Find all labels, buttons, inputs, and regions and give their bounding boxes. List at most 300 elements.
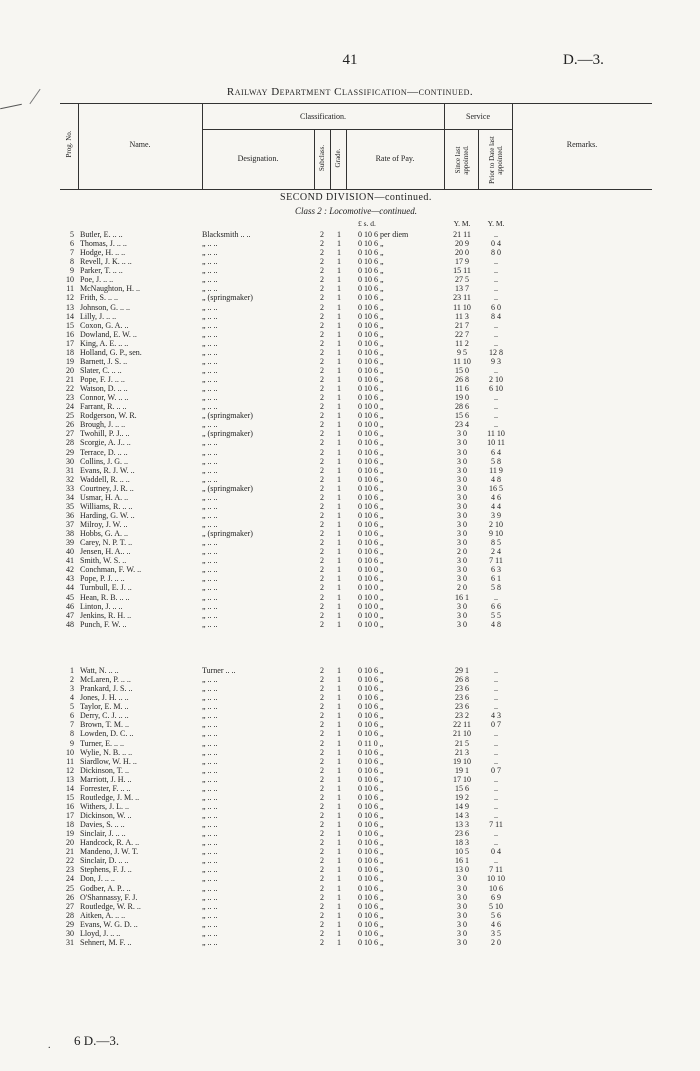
cell-since-last: 11 6 bbox=[455, 384, 469, 394]
cell-since-last: 21 3 bbox=[455, 747, 469, 757]
table-row bbox=[60, 802, 652, 811]
cell-name: Smith, W. S. .. bbox=[80, 556, 127, 566]
cell-name: Aitken, A. .. .. bbox=[80, 910, 126, 920]
cell-since-last: 19 1 bbox=[455, 765, 469, 775]
cell-prog-no: 14 bbox=[66, 783, 74, 793]
cell-name: Pope, F. J. .. .. bbox=[80, 375, 125, 384]
cell-prog-no: 27 bbox=[66, 429, 74, 439]
cell-designation: „ .. .. bbox=[202, 402, 218, 412]
cell-grade: 1 bbox=[337, 666, 341, 675]
table-row bbox=[60, 303, 652, 312]
table-row bbox=[60, 829, 652, 838]
units-pay: £ s. d. bbox=[358, 219, 376, 228]
cell-since-last: 16 1 bbox=[455, 856, 469, 866]
table-row bbox=[60, 547, 652, 556]
cell-since-last: 13 3 bbox=[455, 820, 469, 830]
cell-prior-to-date: .. bbox=[494, 811, 498, 820]
cell-grade: 1 bbox=[337, 266, 341, 276]
cell-designation: „ .. .. bbox=[202, 592, 218, 602]
cell-subclass: 2 bbox=[320, 892, 324, 902]
cell-name: Courtney, J. R. .. bbox=[80, 483, 134, 493]
cell-subclass: 2 bbox=[320, 393, 324, 403]
margin-mark bbox=[29, 89, 40, 104]
cell-grade: 1 bbox=[337, 693, 341, 703]
table-row bbox=[60, 438, 652, 447]
cell-rate-of-pay: 0 10 0 „ bbox=[358, 610, 384, 620]
cell-designation: „ .. .. bbox=[202, 720, 218, 730]
cell-designation: „ .. .. bbox=[202, 492, 218, 502]
cell-name: Carey, N. P. T. .. bbox=[80, 538, 133, 548]
cell-rate-of-pay: 0 10 6 „ bbox=[358, 320, 384, 330]
cell-prog-no: 33 bbox=[66, 483, 74, 493]
cell-prior-to-date: 4 8 bbox=[491, 619, 501, 629]
table-row bbox=[60, 675, 652, 684]
cell-grade: 1 bbox=[337, 293, 341, 303]
table-row bbox=[60, 330, 652, 339]
cell-rate-of-pay: 0 10 6 „ bbox=[358, 792, 384, 802]
cell-designation: „ .. .. bbox=[202, 284, 218, 294]
page-number: 41 bbox=[342, 52, 358, 68]
table-row bbox=[60, 529, 652, 538]
cell-grade: 1 bbox=[337, 901, 341, 911]
cell-name: Handcock, R. A. .. bbox=[80, 838, 140, 848]
cell-grade: 1 bbox=[337, 874, 341, 884]
cell-grade: 1 bbox=[337, 338, 341, 348]
cell-prior-to-date: 4 6 bbox=[491, 919, 501, 929]
cell-name: Siardlow, W. H. .. bbox=[80, 756, 137, 766]
cell-rate-of-pay: 0 10 0 „ bbox=[358, 601, 384, 611]
cell-rate-of-pay: 0 10 6 „ bbox=[358, 702, 384, 712]
cell-subclass: 2 bbox=[320, 465, 324, 475]
cell-subclass: 2 bbox=[320, 901, 324, 911]
cell-subclass: 2 bbox=[320, 774, 324, 784]
table-row bbox=[60, 448, 652, 457]
cell-prior-to-date: .. bbox=[494, 666, 498, 675]
cell-rate-of-pay: 0 10 6 „ bbox=[358, 456, 384, 466]
cell-prior-to-date: 9 10 bbox=[489, 529, 503, 539]
cell-name: Barnett, J. S. .. bbox=[80, 356, 128, 366]
cell-prior-to-date: .. bbox=[494, 293, 498, 303]
cell-rate-of-pay: 0 10 6 „ bbox=[358, 919, 384, 929]
cell-since-last: 3 0 bbox=[457, 874, 467, 884]
cell-prior-to-date: .. bbox=[494, 747, 498, 757]
cell-name: Pope, P. J. .. .. bbox=[80, 574, 125, 584]
table-row bbox=[60, 811, 652, 820]
cell-subclass: 2 bbox=[320, 257, 324, 267]
cell-since-last: 23 11 bbox=[453, 293, 471, 303]
cell-prog-no: 10 bbox=[66, 275, 74, 285]
cell-prog-no: 26 bbox=[66, 892, 74, 902]
table-row bbox=[60, 874, 652, 883]
cell-prior-to-date: 0 7 bbox=[491, 720, 501, 730]
cell-rate-of-pay: 0 10 6 „ bbox=[358, 801, 384, 811]
cell-grade: 1 bbox=[337, 892, 341, 902]
cell-name: Sinclair, D. .. .. bbox=[80, 856, 129, 866]
header-grade: Grade. bbox=[334, 148, 342, 168]
cell-grade: 1 bbox=[337, 556, 341, 566]
cell-prior-to-date: .. bbox=[494, 411, 498, 421]
header-rate-of-pay: Rate of Pay. bbox=[375, 154, 415, 163]
cell-grade: 1 bbox=[337, 865, 341, 875]
cell-name: McNaughton, H. .. bbox=[80, 284, 140, 294]
cell-subclass: 2 bbox=[320, 865, 324, 875]
cell-since-last: 9 5 bbox=[457, 347, 467, 357]
table-row bbox=[60, 257, 652, 266]
table-body-blacksmiths bbox=[60, 230, 652, 629]
cell-prog-no: 38 bbox=[66, 529, 74, 539]
cell-designation: „ .. .. bbox=[202, 375, 218, 384]
cell-since-last: 14 3 bbox=[455, 811, 469, 820]
cell-name: Don, J. .. .. bbox=[80, 874, 115, 884]
cell-subclass: 2 bbox=[320, 356, 324, 366]
cell-designation: „ .. .. bbox=[202, 684, 218, 694]
cell-grade: 1 bbox=[337, 883, 341, 893]
page-title: Railway Department Classification—continued. bbox=[226, 86, 474, 98]
cell-rate-of-pay: 0 10 6 „ bbox=[358, 684, 384, 694]
cell-since-last: 23 6 bbox=[455, 684, 469, 694]
cell-grade: 1 bbox=[337, 474, 341, 484]
cell-prior-to-date: 4 8 bbox=[491, 474, 501, 484]
cell-name: Jenkins, R. H. .. bbox=[80, 610, 132, 620]
cell-name: Mandeno, J. W. T. bbox=[80, 847, 139, 857]
cell-rate-of-pay: 0 10 6 „ bbox=[358, 311, 384, 321]
table-row bbox=[60, 611, 652, 620]
cell-subclass: 2 bbox=[320, 711, 324, 721]
cell-since-last: 11 10 bbox=[453, 356, 471, 366]
cell-prog-no: 10 bbox=[66, 747, 74, 757]
cell-since-last: 15 11 bbox=[453, 266, 471, 276]
section-title: SECOND DIVISION—continued. bbox=[280, 192, 432, 203]
cell-grade: 1 bbox=[337, 747, 341, 757]
cell-prior-to-date: .. bbox=[494, 257, 498, 267]
cell-prog-no: 18 bbox=[66, 347, 74, 357]
cell-grade: 1 bbox=[337, 320, 341, 330]
cell-subclass: 2 bbox=[320, 565, 324, 575]
table-row bbox=[60, 902, 652, 911]
cell-prior-to-date: .. bbox=[494, 402, 498, 412]
cell-prog-no: 28 bbox=[66, 910, 74, 920]
cell-grade: 1 bbox=[337, 393, 341, 403]
cell-subclass: 2 bbox=[320, 820, 324, 830]
cell-prog-no: 6 bbox=[70, 239, 74, 249]
table-row bbox=[60, 466, 652, 475]
cell-prior-to-date: 2 10 bbox=[489, 520, 503, 529]
page-code: D.—3. bbox=[563, 52, 604, 68]
cell-grade: 1 bbox=[337, 919, 341, 929]
cell-prior-to-date: 6 9 bbox=[491, 892, 501, 902]
cell-designation: „ .. .. bbox=[202, 583, 218, 593]
cell-since-last: 16 1 bbox=[455, 592, 469, 602]
cell-name: Parker, T. .. .. bbox=[80, 266, 123, 276]
table-row bbox=[60, 275, 652, 284]
cell-subclass: 2 bbox=[320, 529, 324, 539]
cell-rate-of-pay: 0 10 0 „ bbox=[358, 565, 384, 575]
cell-prog-no: 46 bbox=[66, 601, 74, 611]
cell-prog-no: 28 bbox=[66, 438, 74, 448]
cell-prior-to-date: 6 6 bbox=[491, 601, 501, 611]
cell-prior-to-date: 8 5 bbox=[491, 538, 501, 548]
cell-name: Brown, T. M. .. bbox=[80, 720, 130, 730]
cell-prior-to-date: 0 4 bbox=[491, 239, 501, 249]
cell-designation: „ .. .. bbox=[202, 266, 218, 276]
cell-subclass: 2 bbox=[320, 756, 324, 766]
cell-subclass: 2 bbox=[320, 937, 324, 947]
cell-prog-no: 32 bbox=[66, 474, 74, 484]
cell-since-last: 21 7 bbox=[455, 320, 469, 330]
cell-prior-to-date: 5 6 bbox=[491, 910, 501, 920]
cell-rate-of-pay: 0 10 6 „ bbox=[358, 856, 384, 866]
cell-name: Milroy, J. W. .. bbox=[80, 520, 128, 529]
cell-since-last: 3 0 bbox=[457, 456, 467, 466]
cell-prog-no: 21 bbox=[66, 847, 74, 857]
cell-subclass: 2 bbox=[320, 811, 324, 820]
cell-prog-no: 31 bbox=[66, 937, 74, 947]
cell-subclass: 2 bbox=[320, 738, 324, 748]
cell-designation: „ .. .. bbox=[202, 474, 218, 484]
cell-since-last: 3 0 bbox=[457, 892, 467, 902]
table-row bbox=[60, 784, 652, 793]
cell-rate-of-pay: 0 10 0 „ bbox=[358, 619, 384, 629]
cell-prog-no: 2 bbox=[70, 675, 74, 685]
cell-name: Turnbull, E. J. .. bbox=[80, 583, 132, 593]
cell-prior-to-date: .. bbox=[494, 338, 498, 348]
cell-prog-no: 48 bbox=[66, 619, 74, 629]
cell-prog-no: 30 bbox=[66, 928, 74, 938]
table-row bbox=[60, 384, 652, 393]
cell-designation: „ .. .. bbox=[202, 729, 218, 739]
header-service: Service bbox=[466, 112, 490, 121]
cell-grade: 1 bbox=[337, 574, 341, 584]
cell-name: Brough, J. .. .. bbox=[80, 420, 126, 430]
cell-prior-to-date: 8 0 bbox=[491, 248, 501, 258]
cell-since-last: 21 11 bbox=[453, 230, 471, 239]
cell-prog-no: 26 bbox=[66, 420, 74, 430]
cell-since-last: 3 0 bbox=[457, 901, 467, 911]
cell-designation: „ .. .. bbox=[202, 501, 218, 511]
cell-subclass: 2 bbox=[320, 248, 324, 258]
cell-grade: 1 bbox=[337, 829, 341, 839]
cell-since-last: 3 0 bbox=[457, 492, 467, 502]
cell-rate-of-pay: 0 10 6 „ bbox=[358, 257, 384, 267]
cell-name: Watt, N. .. .. bbox=[80, 666, 119, 675]
cell-prog-no: 20 bbox=[66, 365, 74, 375]
cell-subclass: 2 bbox=[320, 538, 324, 548]
table-row bbox=[60, 502, 652, 511]
cell-rate-of-pay: 0 10 6 „ bbox=[358, 365, 384, 375]
header-subclass: Subclass. bbox=[318, 144, 326, 172]
cell-prior-to-date: 8 4 bbox=[491, 311, 501, 321]
cell-prior-to-date: .. bbox=[494, 329, 498, 339]
cell-subclass: 2 bbox=[320, 230, 324, 239]
cell-prior-to-date: 4 4 bbox=[491, 501, 501, 511]
cell-prog-no: 36 bbox=[66, 510, 74, 520]
cell-prior-to-date: .. bbox=[494, 365, 498, 375]
cell-prog-no: 39 bbox=[66, 538, 74, 548]
cell-since-last: 15 0 bbox=[455, 365, 469, 375]
cell-subclass: 2 bbox=[320, 438, 324, 448]
table-row bbox=[60, 711, 652, 720]
cell-grade: 1 bbox=[337, 529, 341, 539]
cell-subclass: 2 bbox=[320, 874, 324, 884]
cell-grade: 1 bbox=[337, 583, 341, 593]
cell-subclass: 2 bbox=[320, 320, 324, 330]
cell-prog-no: 12 bbox=[66, 293, 74, 303]
cell-since-last: 23 4 bbox=[455, 420, 469, 430]
cell-prior-to-date: 5 5 bbox=[491, 610, 501, 620]
cell-prog-no: 8 bbox=[70, 257, 74, 267]
cell-rate-of-pay: 0 10 6 „ bbox=[358, 747, 384, 757]
cell-since-last: 26 8 bbox=[455, 375, 469, 384]
cell-subclass: 2 bbox=[320, 666, 324, 675]
cell-since-last: 17 9 bbox=[455, 257, 469, 267]
cell-designation: „ .. .. bbox=[202, 384, 218, 394]
header-remarks: Remarks. bbox=[566, 140, 598, 149]
cell-subclass: 2 bbox=[320, 729, 324, 739]
table-row bbox=[60, 748, 652, 757]
cell-since-last: 27 5 bbox=[455, 275, 469, 285]
cell-designation: „ .. .. bbox=[202, 556, 218, 566]
cell-rate-of-pay: 0 10 6 „ bbox=[358, 520, 384, 529]
cell-rate-of-pay: 0 10 6 „ bbox=[358, 820, 384, 830]
cell-designation: „ (springmaker) bbox=[202, 293, 253, 303]
cell-rate-of-pay: 0 10 6 „ bbox=[358, 829, 384, 839]
table-row bbox=[60, 556, 652, 565]
table-row bbox=[60, 429, 652, 438]
cell-designation: „ .. .. bbox=[202, 675, 218, 685]
cell-grade: 1 bbox=[337, 820, 341, 830]
cell-rate-of-pay: 0 10 6 „ bbox=[358, 447, 384, 457]
table-row bbox=[60, 411, 652, 420]
cell-prior-to-date: .. bbox=[494, 856, 498, 866]
table-row bbox=[60, 484, 652, 493]
cell-since-last: 3 0 bbox=[457, 556, 467, 566]
cell-rate-of-pay: 0 10 6 „ bbox=[358, 356, 384, 366]
cell-prog-no: 24 bbox=[66, 874, 74, 884]
cell-subclass: 2 bbox=[320, 910, 324, 920]
cell-prog-no: 13 bbox=[66, 302, 74, 312]
cell-subclass: 2 bbox=[320, 801, 324, 811]
cell-since-last: 21 5 bbox=[455, 738, 469, 748]
cell-name: Davies, S. .. .. bbox=[80, 820, 125, 830]
cell-grade: 1 bbox=[337, 365, 341, 375]
cell-prog-no: 37 bbox=[66, 520, 74, 529]
cell-grade: 1 bbox=[337, 311, 341, 321]
cell-name: Coxon, G. A. .. bbox=[80, 320, 129, 330]
cell-prog-no: 9 bbox=[70, 738, 74, 748]
cell-since-last: 3 0 bbox=[457, 438, 467, 448]
cell-grade: 1 bbox=[337, 347, 341, 357]
cell-grade: 1 bbox=[337, 465, 341, 475]
cell-prior-to-date: .. bbox=[494, 320, 498, 330]
cell-prior-to-date: 6 3 bbox=[491, 565, 501, 575]
cell-subclass: 2 bbox=[320, 720, 324, 730]
cell-designation: „ .. .. bbox=[202, 257, 218, 267]
table-row bbox=[60, 266, 652, 275]
cell-name: Jensen, H. A.. .. bbox=[80, 547, 131, 557]
cell-rate-of-pay: 0 11 0 „ bbox=[358, 738, 384, 748]
table-row bbox=[60, 475, 652, 484]
cell-subclass: 2 bbox=[320, 429, 324, 439]
cell-name: King, A. E. .. .. bbox=[80, 338, 129, 348]
cell-rate-of-pay: 0 10 6 „ bbox=[358, 901, 384, 911]
cell-prior-to-date: 7 11 bbox=[489, 865, 503, 875]
table-row bbox=[60, 938, 652, 947]
cell-grade: 1 bbox=[337, 856, 341, 866]
cell-subclass: 2 bbox=[320, 239, 324, 249]
cell-designation: „ .. .. bbox=[202, 365, 218, 375]
cell-designation: „ (springmaker) bbox=[202, 529, 253, 539]
cell-prior-to-date: 0 4 bbox=[491, 847, 501, 857]
cell-designation: „ .. .. bbox=[202, 393, 218, 403]
cell-prior-to-date: .. bbox=[494, 738, 498, 748]
cell-grade: 1 bbox=[337, 774, 341, 784]
cell-name: Hobbs, G. A. .. bbox=[80, 529, 129, 539]
cell-designation: „ .. .. bbox=[202, 420, 218, 430]
table-row bbox=[60, 493, 652, 502]
cell-name: Sehnert, M. F. .. bbox=[80, 937, 132, 947]
cell-grade: 1 bbox=[337, 501, 341, 511]
cell-grade: 1 bbox=[337, 456, 341, 466]
cell-designation: „ .. .. bbox=[202, 347, 218, 357]
cell-since-last: 15 6 bbox=[455, 411, 469, 421]
margin-mark bbox=[0, 104, 22, 110]
cell-designation: „ .. .. bbox=[202, 847, 218, 857]
cell-since-last: 13 7 bbox=[455, 284, 469, 294]
cell-name: Turner, E. .. .. bbox=[80, 738, 125, 748]
cell-prog-no: 22 bbox=[66, 856, 74, 866]
header-designation: Designation. bbox=[237, 154, 279, 163]
cell-since-last: 22 7 bbox=[455, 329, 469, 339]
cell-designation: „ .. .. bbox=[202, 702, 218, 712]
cell-grade: 1 bbox=[337, 702, 341, 712]
cell-designation: „ .. .. bbox=[202, 520, 218, 529]
cell-grade: 1 bbox=[337, 765, 341, 775]
table-row bbox=[60, 739, 652, 748]
cell-prog-no: 47 bbox=[66, 610, 74, 620]
cell-rate-of-pay: 0 10 6 „ bbox=[358, 438, 384, 448]
cell-prog-no: 22 bbox=[66, 384, 74, 394]
units-prior: Y. M. bbox=[487, 219, 505, 228]
cell-rate-of-pay: 0 10 6 „ bbox=[358, 811, 384, 820]
table-row bbox=[60, 375, 652, 384]
cell-designation: „ .. .. bbox=[202, 711, 218, 721]
header-prog-no: Prog. No. bbox=[65, 130, 73, 158]
cell-since-last: 3 0 bbox=[457, 565, 467, 575]
cell-prog-no: 42 bbox=[66, 565, 74, 575]
cell-since-last: 3 0 bbox=[457, 619, 467, 629]
cell-prior-to-date: .. bbox=[494, 783, 498, 793]
cell-rate-of-pay: 0 10 6 „ bbox=[358, 474, 384, 484]
cell-subclass: 2 bbox=[320, 338, 324, 348]
table-row bbox=[60, 847, 652, 856]
cell-grade: 1 bbox=[337, 783, 341, 793]
cell-prior-to-date: 2 4 bbox=[491, 547, 501, 557]
cell-grade: 1 bbox=[337, 592, 341, 602]
table-row bbox=[60, 583, 652, 592]
cell-since-last: 3 0 bbox=[457, 601, 467, 611]
cell-designation: „ .. .. bbox=[202, 756, 218, 766]
cell-prior-to-date: 0 7 bbox=[491, 765, 501, 775]
table-row bbox=[60, 602, 652, 611]
cell-grade: 1 bbox=[337, 675, 341, 685]
cell-name: Dowland, E. W. .. bbox=[80, 329, 137, 339]
cell-subclass: 2 bbox=[320, 365, 324, 375]
cell-subclass: 2 bbox=[320, 556, 324, 566]
cell-designation: „ .. .. bbox=[202, 329, 218, 339]
cell-grade: 1 bbox=[337, 420, 341, 430]
cell-prior-to-date: .. bbox=[494, 756, 498, 766]
table-row bbox=[60, 865, 652, 874]
